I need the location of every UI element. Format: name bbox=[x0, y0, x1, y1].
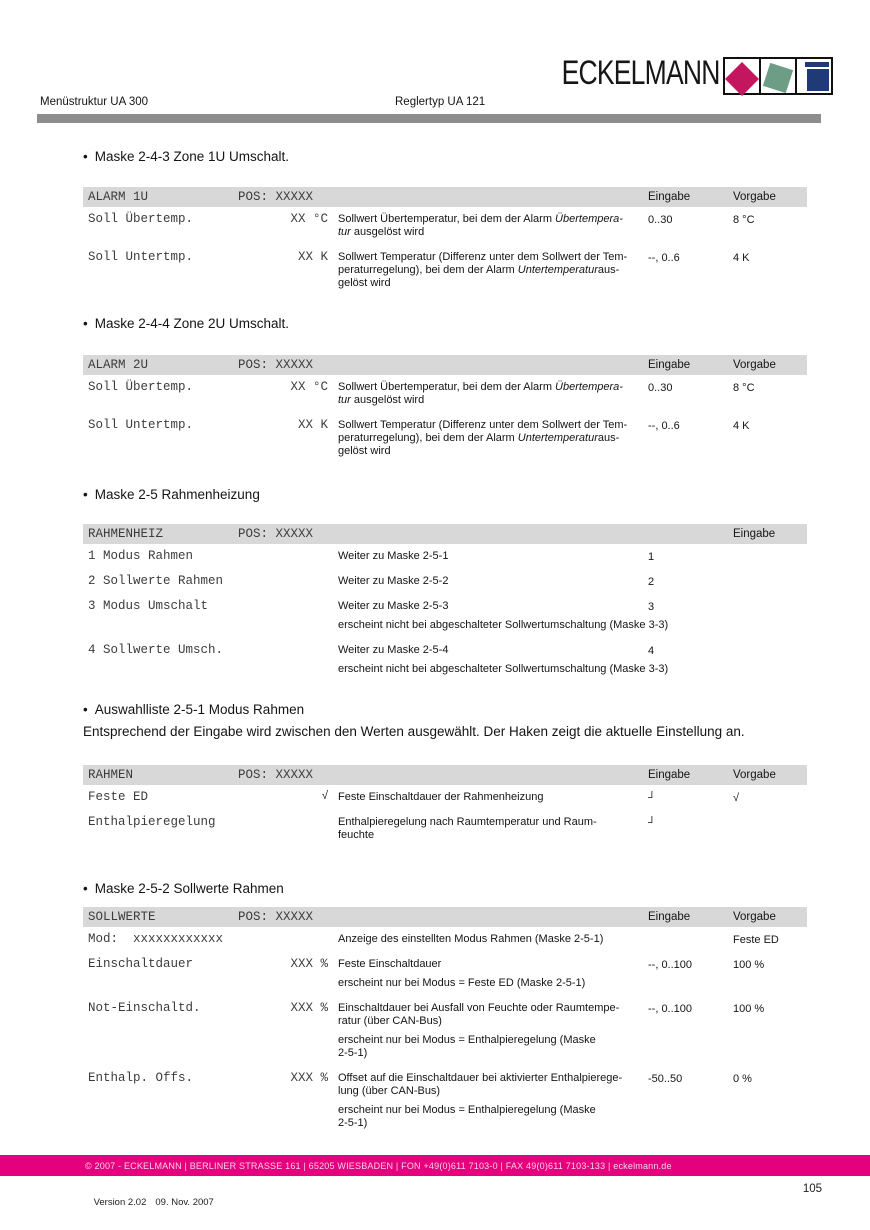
cell-value bbox=[648, 933, 733, 934]
column-header-eingabe: Eingabe bbox=[648, 769, 691, 781]
desc-text: Offset auf die Einschaltdauer bei aktivierter Enthalpierege- bbox=[338, 1072, 623, 1084]
cell-value: --, 0..100 bbox=[648, 959, 693, 971]
description-paragraph bbox=[338, 213, 648, 239]
section-heading bbox=[83, 701, 807, 718]
version-date: 09. Nov. 2007 bbox=[155, 1197, 214, 1208]
table-title: ALARM 1U bbox=[88, 190, 149, 204]
description-line bbox=[338, 550, 648, 563]
desc-text: peraturregelung), bei dem der Alarm bbox=[338, 264, 518, 276]
row-unit-value: XXX % bbox=[290, 1001, 328, 1015]
description-paragraph bbox=[338, 381, 648, 407]
desc-text: erscheint nicht bei abgeschalteter Sollwertumschaltung (Maske 3-3) bbox=[338, 619, 669, 631]
table-sollwerte bbox=[83, 907, 807, 1136]
page-number: 105 bbox=[802, 1183, 822, 1195]
running-head-center: Reglertyp UA 121 bbox=[395, 96, 486, 108]
table-row bbox=[83, 375, 807, 413]
description-paragraph bbox=[338, 419, 648, 458]
desc-text-italic: Übertempera- bbox=[555, 381, 623, 393]
pos-indicator: POS: XXXXX bbox=[238, 910, 314, 924]
description-line bbox=[338, 1085, 648, 1098]
row-label-cell bbox=[83, 418, 338, 432]
footer-address: © 2007 - ECKELMANN | BERLINER STRASSE 161 | 65205 WIESBADEN | FON +49(0)611 7103-0 | FAX 49(0)611 7103-133 | eckelmann.de bbox=[85, 1160, 672, 1171]
description-line bbox=[338, 264, 648, 277]
row-description bbox=[338, 251, 648, 290]
description-paragraph bbox=[338, 550, 648, 563]
bullet-icon: • bbox=[83, 316, 88, 331]
desc-text: Enthalpieregelung nach Raumtemperatur und Raum- bbox=[338, 816, 597, 828]
desc-text: aus- bbox=[597, 264, 620, 276]
description-paragraph bbox=[338, 251, 648, 290]
description-line bbox=[338, 1104, 648, 1117]
section-heading-text: Maske 2-5-2 Sollwerte Rahmen bbox=[94, 881, 284, 896]
enter-symbol: ┘ bbox=[648, 817, 656, 829]
row-label-cell bbox=[83, 599, 338, 613]
row-label: Not-Einschaltd. bbox=[88, 1001, 201, 1015]
table-row bbox=[83, 638, 807, 682]
description-line bbox=[338, 933, 648, 946]
desc-text-italic: Untertemperatur bbox=[517, 432, 598, 444]
description-line bbox=[338, 251, 648, 264]
row-label-cell bbox=[83, 815, 338, 829]
section-heading-text: Maske 2-4-3 Zone 1U Umschalt. bbox=[94, 149, 290, 164]
row-label: Soll Übertemp. bbox=[88, 380, 194, 394]
description-line bbox=[338, 816, 648, 829]
column-header-vorgabe: Vorgabe bbox=[733, 769, 776, 781]
row-label-cell bbox=[83, 957, 338, 971]
section-heading-text: Auswahlliste 2-5-1 Modus Rahmen bbox=[94, 702, 305, 717]
desc-text: gelöst wird bbox=[338, 277, 391, 289]
desc-text: Feste Einschaltdauer der Rahmenheizung bbox=[338, 791, 544, 803]
bullet-icon: • bbox=[83, 881, 88, 896]
row-unit-value: XXX % bbox=[290, 957, 328, 971]
description-line bbox=[338, 445, 648, 458]
row-label-cell bbox=[83, 643, 338, 657]
section-heading bbox=[83, 880, 807, 897]
desc-text-italic: Übertempera- bbox=[555, 213, 623, 225]
column-header-eingabe: Eingabe bbox=[648, 359, 691, 371]
desc-text: Weiter zu Maske 2-5-4 bbox=[338, 644, 449, 656]
row-label: Feste ED bbox=[88, 790, 149, 804]
description-paragraph bbox=[338, 1072, 648, 1098]
table-row bbox=[83, 245, 807, 296]
footer-bar bbox=[0, 1155, 870, 1176]
table-header-band bbox=[83, 907, 807, 927]
description-paragraph bbox=[338, 977, 648, 990]
desc-text: Sollwert Temperatur (Differenz unter dem Sollwert der Tem- bbox=[338, 419, 628, 431]
row-description bbox=[338, 213, 648, 239]
logo-cell-3 bbox=[797, 59, 831, 93]
section-heading bbox=[83, 148, 807, 165]
cell-value: --, 0..6 bbox=[648, 252, 680, 264]
description-paragraph bbox=[338, 816, 648, 842]
table-rahmen bbox=[83, 765, 807, 848]
row-label: Mod: xxxxxxxxxxxx bbox=[88, 932, 224, 946]
logo-mark bbox=[723, 57, 833, 95]
row-label-cell bbox=[83, 932, 338, 946]
bullet-icon: • bbox=[83, 487, 88, 502]
body-paragraph: Entsprechend der Eingabe wird zwischen den Werten ausgewählt. Der Haken zeigt die aktuelle Einstellung an. bbox=[83, 724, 745, 739]
table-row bbox=[83, 996, 807, 1066]
description-line bbox=[338, 1117, 648, 1130]
description-line bbox=[338, 1072, 648, 1085]
logo-blue-square-icon bbox=[807, 69, 829, 91]
section-heading-text: Maske 2-5 Rahmenheizung bbox=[94, 487, 260, 502]
desc-text: erscheint nur bei Modus = Feste ED (Maske 2-5-1) bbox=[338, 977, 586, 989]
description-line bbox=[338, 381, 648, 394]
table-header-band bbox=[83, 765, 807, 785]
desc-text: erscheint nicht bei abgeschalteter Sollwertumschaltung (Maske 3-3) bbox=[338, 663, 669, 675]
description-line bbox=[338, 791, 648, 804]
row-label-cell bbox=[83, 250, 338, 264]
check-mark: √ bbox=[733, 792, 740, 804]
table-row bbox=[83, 207, 807, 245]
desc-text: Weiter zu Maske 2-5-1 bbox=[338, 550, 449, 562]
row-label-cell bbox=[83, 790, 338, 804]
section-heading bbox=[83, 315, 807, 332]
row-label: Enthalpieregelung bbox=[88, 815, 216, 829]
description-paragraph bbox=[338, 600, 648, 613]
desc-text: ratur (über CAN-Bus) bbox=[338, 1015, 442, 1027]
pos-indicator: POS: XXXXX bbox=[238, 768, 314, 782]
pos-indicator: POS: XXXXX bbox=[238, 527, 314, 541]
pos-indicator: POS: XXXXX bbox=[238, 358, 314, 372]
table-title: RAHMENHEIZ bbox=[88, 527, 164, 541]
column-header-vorgabe: Vorgabe bbox=[733, 191, 776, 203]
desc-text: Einschaltdauer bei Ausfall von Feuchte oder Raumtempe- bbox=[338, 1002, 620, 1014]
table-row bbox=[83, 594, 807, 638]
description-line bbox=[338, 432, 648, 445]
table-row bbox=[83, 810, 807, 848]
row-label: Enthalp. Offs. bbox=[88, 1071, 194, 1085]
table-alarm-2u bbox=[83, 355, 807, 464]
row-description bbox=[338, 933, 648, 946]
desc-text: Anzeige des einstellten Modus Rahmen (Maske 2-5-1) bbox=[338, 933, 604, 945]
row-label: 1 Modus Rahmen bbox=[88, 549, 194, 563]
description-line bbox=[338, 419, 648, 432]
description-paragraph bbox=[338, 663, 669, 676]
desc-text: lung (über CAN-Bus) bbox=[338, 1085, 441, 1097]
desc-text: erscheint nur bei Modus = Enthalpieregelung (Maske bbox=[338, 1104, 596, 1116]
desc-text: Feste Einschaltdauer bbox=[338, 958, 442, 970]
desc-text: 2-5-1) bbox=[338, 1117, 368, 1129]
desc-text: Sollwert Temperatur (Differenz unter dem Sollwert der Tem- bbox=[338, 251, 628, 263]
row-description bbox=[338, 600, 669, 632]
description-line bbox=[338, 277, 648, 290]
table-header-band bbox=[83, 187, 807, 207]
row-description bbox=[338, 1002, 648, 1060]
table-alarm-1u bbox=[83, 187, 807, 296]
description-line bbox=[338, 644, 648, 657]
row-unit-value: XX °C bbox=[290, 380, 328, 394]
description-line bbox=[338, 977, 648, 990]
desc-text: erscheint nur bei Modus = Enthalpieregelung (Maske bbox=[338, 1034, 596, 1046]
column-header-eingabe: Eingabe bbox=[733, 528, 776, 540]
description-line bbox=[338, 1047, 648, 1060]
logo-cell-2 bbox=[761, 59, 797, 93]
row-description bbox=[338, 419, 648, 458]
version-label: Version 2.02 bbox=[93, 1197, 147, 1208]
row-label: 3 Modus Umschalt bbox=[88, 599, 209, 613]
table-title: ALARM 2U bbox=[88, 358, 149, 372]
cell-value: 100 % bbox=[733, 1003, 765, 1015]
desc-text-italic: Untertemperatur bbox=[517, 264, 598, 276]
row-description bbox=[338, 1072, 648, 1130]
cell-value: 1 bbox=[648, 551, 655, 563]
table-title: SOLLWERTE bbox=[88, 910, 156, 924]
row-label: Einschaltdauer bbox=[88, 957, 194, 971]
row-label-cell bbox=[83, 212, 338, 226]
cell-value: 8 °C bbox=[733, 214, 755, 226]
description-paragraph bbox=[338, 933, 648, 946]
row-label-cell bbox=[83, 549, 338, 563]
enter-symbol: ┘ bbox=[648, 792, 656, 804]
cell-value: --, 0..100 bbox=[648, 1003, 693, 1015]
desc-text-italic: tur bbox=[338, 226, 351, 238]
table-header-band bbox=[83, 524, 807, 544]
description-line bbox=[338, 619, 669, 632]
row-label-cell bbox=[83, 1001, 338, 1015]
row-description bbox=[338, 958, 648, 990]
row-label: 4 Sollwerte Umsch. bbox=[88, 643, 224, 657]
row-description bbox=[338, 816, 648, 842]
cell-value: 100 % bbox=[733, 959, 765, 971]
cell-value: -50..50 bbox=[648, 1073, 683, 1085]
section-heading bbox=[83, 486, 807, 503]
row-label-cell bbox=[83, 574, 338, 588]
description-line bbox=[338, 829, 648, 842]
description-line bbox=[338, 958, 648, 971]
desc-text: ausgelöst wird bbox=[350, 226, 425, 238]
section-heading-text: Maske 2-4-4 Zone 2U Umschalt. bbox=[94, 316, 290, 331]
desc-text: feuchte bbox=[338, 829, 375, 841]
description-paragraph bbox=[338, 619, 669, 632]
row-unit-value: XX K bbox=[297, 250, 328, 264]
cell-value: 0..30 bbox=[648, 382, 673, 394]
desc-text: 2-5-1) bbox=[338, 1047, 368, 1059]
description-line bbox=[338, 1002, 648, 1015]
version-line bbox=[83, 1186, 214, 1219]
table-row bbox=[83, 544, 807, 569]
table-header-band bbox=[83, 355, 807, 375]
row-label: Soll Untertmp. bbox=[88, 250, 194, 264]
description-paragraph bbox=[338, 1104, 648, 1130]
description-paragraph bbox=[338, 958, 648, 971]
description-paragraph bbox=[338, 644, 648, 657]
column-header-eingabe: Eingabe bbox=[648, 911, 691, 923]
cell-value: 4 K bbox=[733, 420, 750, 432]
row-label-cell bbox=[83, 380, 338, 394]
description-paragraph bbox=[338, 575, 648, 588]
description-paragraph bbox=[338, 1002, 648, 1028]
row-description bbox=[338, 575, 648, 588]
desc-text-italic: tur bbox=[338, 394, 351, 406]
table-title: RAHMEN bbox=[88, 768, 134, 782]
description-paragraph bbox=[338, 791, 648, 804]
table-row bbox=[83, 569, 807, 594]
column-header-vorgabe: Vorgabe bbox=[733, 359, 776, 371]
logo-blue-bar-icon bbox=[805, 62, 829, 67]
header-rule bbox=[37, 114, 821, 123]
description-line bbox=[338, 394, 648, 407]
column-header-eingabe: Eingabe bbox=[648, 191, 691, 203]
description-paragraph bbox=[338, 1034, 648, 1060]
table-row bbox=[83, 785, 807, 810]
description-line bbox=[338, 213, 648, 226]
table-row bbox=[83, 952, 807, 996]
bullet-icon: • bbox=[83, 702, 88, 717]
cell-value: 0..30 bbox=[648, 214, 673, 226]
cell-value: Feste ED bbox=[733, 934, 779, 946]
desc-text: Sollwert Übertemperatur, bei dem der Alarm bbox=[338, 213, 556, 225]
row-description bbox=[338, 550, 648, 563]
table-rahmenheiz bbox=[83, 524, 807, 682]
column-header-vorgabe: Vorgabe bbox=[733, 911, 776, 923]
row-unit-value: XX K bbox=[297, 418, 328, 432]
pos-indicator: POS: XXXXX bbox=[238, 190, 314, 204]
cell-value: 0 % bbox=[733, 1073, 752, 1085]
cell-value: 4 bbox=[648, 645, 655, 657]
table-row bbox=[83, 413, 807, 464]
description-line bbox=[338, 663, 669, 676]
description-line bbox=[338, 600, 648, 613]
cell-value bbox=[733, 816, 807, 817]
running-head-left: Menüstruktur UA 300 bbox=[40, 96, 149, 108]
row-description bbox=[338, 791, 648, 804]
desc-text: peraturregelung), bei dem der Alarm bbox=[338, 432, 518, 444]
logo-wordmark: ECKELMANN bbox=[561, 54, 720, 92]
logo-diamond-icon bbox=[725, 62, 759, 96]
description-line bbox=[338, 1015, 648, 1028]
cell-value: 8 °C bbox=[733, 382, 755, 394]
cell-value: 4 K bbox=[733, 252, 750, 264]
row-label: Soll Untertmp. bbox=[88, 418, 194, 432]
row-description bbox=[338, 381, 648, 407]
description-line bbox=[338, 226, 648, 239]
row-unit-value: XXX % bbox=[290, 1071, 328, 1085]
bullet-icon: • bbox=[83, 149, 88, 164]
table-row bbox=[83, 1066, 807, 1136]
desc-text: Sollwert Übertemperatur, bei dem der Alarm bbox=[338, 381, 556, 393]
table-row bbox=[83, 927, 807, 952]
desc-text: aus- bbox=[597, 432, 620, 444]
cell-value: 2 bbox=[648, 576, 655, 588]
row-unit-value: XX °C bbox=[290, 212, 328, 226]
row-label: 2 Sollwerte Rahmen bbox=[88, 574, 224, 588]
row-label: Soll Übertemp. bbox=[88, 212, 194, 226]
desc-text: gelöst wird bbox=[338, 445, 391, 457]
description-line bbox=[338, 575, 648, 588]
logo-cell-1 bbox=[725, 59, 761, 93]
cell-value: 3 bbox=[648, 601, 655, 613]
description-line bbox=[338, 1034, 648, 1047]
row-label-cell bbox=[83, 1071, 338, 1085]
row-description bbox=[338, 644, 669, 676]
desc-text: Weiter zu Maske 2-5-3 bbox=[338, 600, 449, 612]
check-mark: √ bbox=[321, 790, 328, 802]
logo-tilted-square-icon bbox=[763, 63, 793, 93]
desc-text: ausgelöst wird bbox=[350, 394, 425, 406]
desc-text: Weiter zu Maske 2-5-2 bbox=[338, 575, 449, 587]
cell-value: --, 0..6 bbox=[648, 420, 680, 432]
